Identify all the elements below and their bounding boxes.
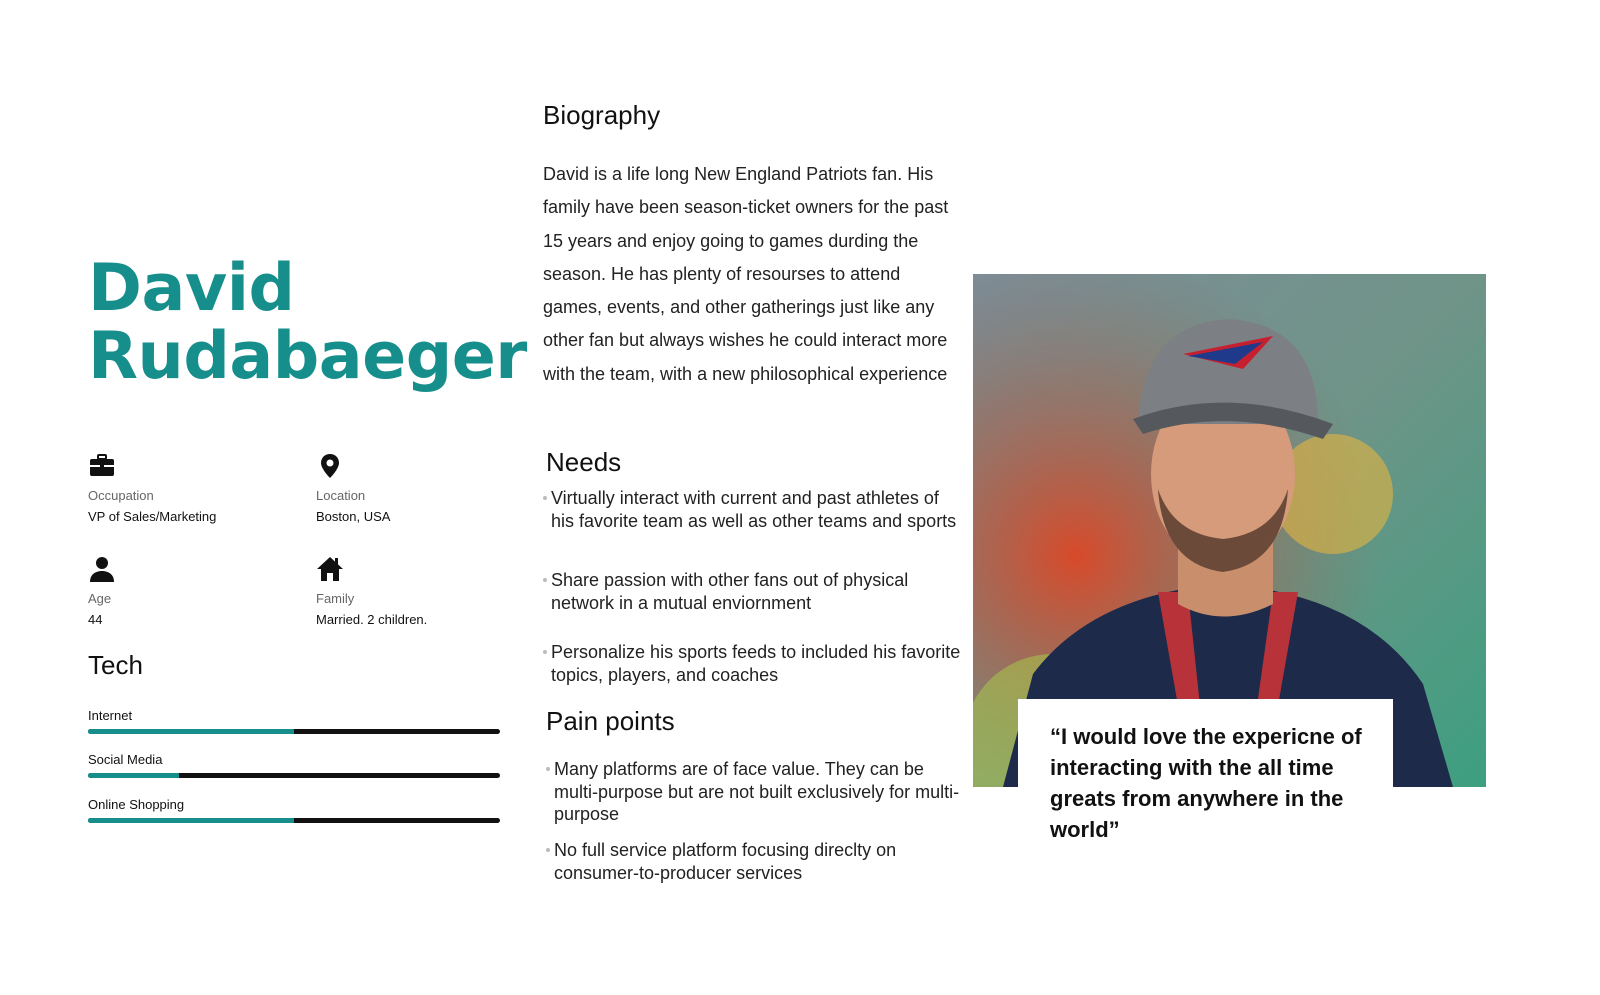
tech-level-bar xyxy=(88,729,500,734)
briefcase-icon xyxy=(88,452,116,480)
needs-title: Needs xyxy=(546,447,622,477)
tech-item-social-media xyxy=(88,752,500,778)
persona-name xyxy=(88,251,527,394)
fact-family xyxy=(316,555,516,627)
fact-label: Family xyxy=(316,591,355,606)
fact-occupation xyxy=(88,452,288,524)
biography-text: David is a life long New England Patriots fan. His family have been season-ticket owners for the past 15 years and enjoy going to games durding the season. He has plenty of resourses to attend games, events, and other gatherings just like any other fan but always wishes he could interact more with the team, with a new philosophical experience xyxy=(543,164,949,384)
tech-label: Social Media xyxy=(88,752,163,767)
tech-level-bar xyxy=(88,818,500,823)
fact-label: Occupation xyxy=(88,488,154,503)
tech-label: Internet xyxy=(88,708,133,723)
person-icon xyxy=(88,555,116,583)
tech-item-internet xyxy=(88,708,500,734)
fact-location xyxy=(316,452,516,524)
persona-last-name: Rudabaeger xyxy=(88,319,527,394)
tech-level-fill xyxy=(88,729,294,734)
fact-label: Location xyxy=(316,488,366,503)
tech-level-fill xyxy=(88,773,179,778)
persona-first-name: David xyxy=(88,251,295,326)
tech-level-fill xyxy=(88,818,294,823)
fact-age xyxy=(88,555,288,627)
biography-title: Biography xyxy=(543,100,661,130)
list-item: No full service platform focusing direclty on consumer-to-producer services xyxy=(546,839,964,884)
location-pin-icon xyxy=(316,452,344,480)
list-item: Many platforms are of face value. They can be multi-purpose but are not built exclusively for multi-purpose xyxy=(546,758,964,826)
tech-level-bar xyxy=(88,773,500,778)
pain-points-title: Pain points xyxy=(546,706,675,736)
list-item: Personalize his sports feeds to included his favorite topics, players, and coaches xyxy=(543,641,961,686)
persona-quote: “I would love the expericne of interacting with the all time greats from anywhere in the world” xyxy=(1050,724,1362,842)
list-item: Virtually interact with current and past athletes of his favorite team as well as other teams and sports xyxy=(543,487,961,532)
tech-item-online-shopping xyxy=(88,797,500,823)
fact-value: VP of Sales/Marketing xyxy=(88,509,217,524)
home-icon xyxy=(316,555,344,583)
quote-card xyxy=(1018,699,1393,859)
fact-value: Boston, USA xyxy=(316,509,391,524)
fact-value: Married. 2 children. xyxy=(316,612,428,627)
list-item: Share passion with other fans out of physical network in a mutual enviornment xyxy=(543,569,961,614)
tech-label: Online Shopping xyxy=(88,797,185,812)
tech-title: Tech xyxy=(88,650,143,680)
fact-value: 44 xyxy=(88,612,103,627)
fact-label: Age xyxy=(88,591,112,606)
